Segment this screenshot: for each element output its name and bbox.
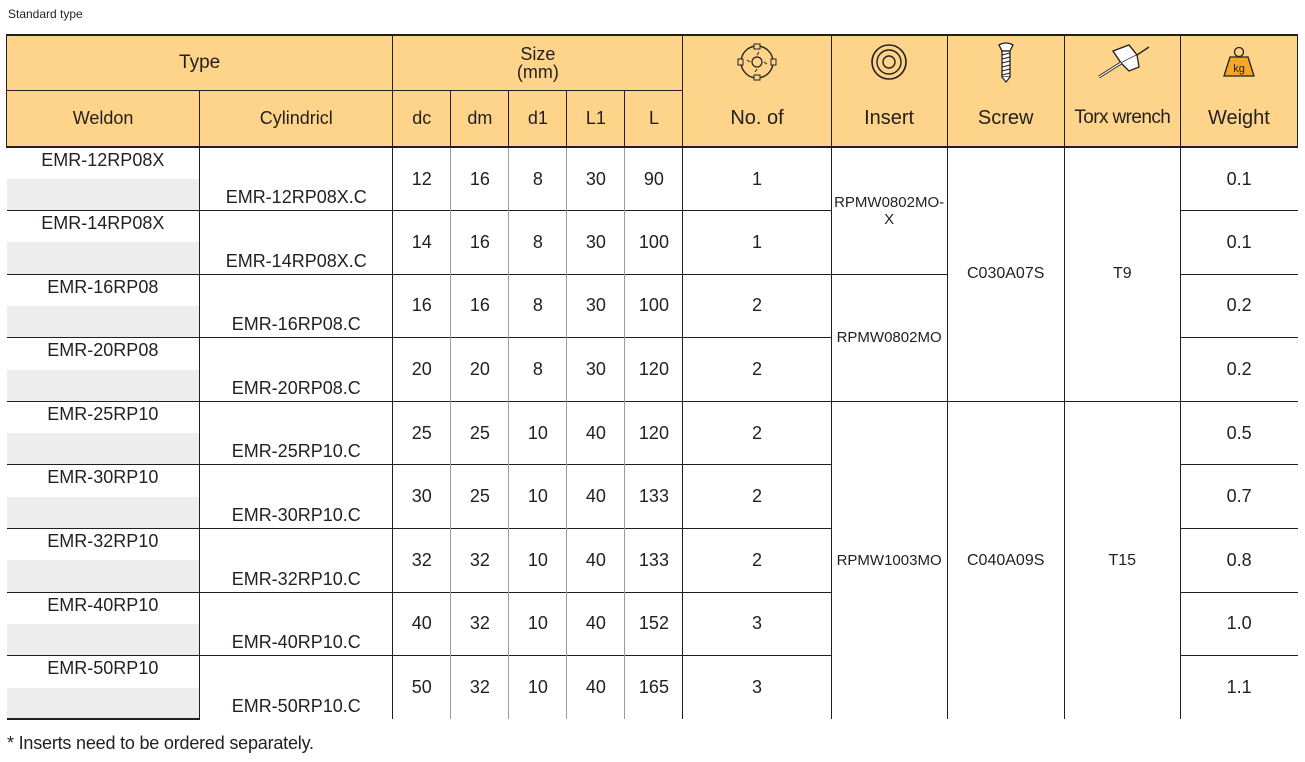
- dm-cell: 32: [451, 529, 509, 593]
- dm-cell: 16: [451, 147, 509, 211]
- torx-cell: T9: [1064, 147, 1180, 401]
- cylindric-code: EMR-50RP10.C: [231, 696, 361, 717]
- dm-cell: 32: [451, 592, 509, 656]
- d1-cell: 8: [509, 147, 567, 211]
- l1-cell: 40: [567, 592, 625, 656]
- table-caption: Standard type: [8, 7, 83, 21]
- cylindric-code: EMR-32RP10.C: [231, 568, 361, 589]
- no-of-cell: 3: [683, 656, 831, 720]
- no-of-cell: 1: [683, 211, 831, 275]
- l1-cell: 30: [567, 338, 625, 402]
- dc-cell: 12: [393, 147, 451, 211]
- dc-cell: 25: [393, 401, 451, 465]
- weldon-cell: EMR-30RP10: [7, 465, 200, 497]
- l1-cell: 40: [567, 656, 625, 720]
- cylindric-code: EMR-40RP10.C: [231, 632, 361, 653]
- d1-cell: 8: [509, 274, 567, 338]
- weight-cell: 1.0: [1180, 592, 1297, 656]
- weldon-cell-blank: [7, 497, 200, 529]
- table-row: [7, 401, 1298, 433]
- cylindric-code: EMR-14RP08X.C: [225, 250, 367, 271]
- d1-cell: 10: [509, 656, 567, 720]
- weldon-header: Weldon: [7, 90, 200, 147]
- d1-cell: 10: [509, 401, 567, 465]
- l-cell: 120: [625, 401, 683, 465]
- screw-icon: [994, 41, 1018, 86]
- dm-cell: 32: [451, 656, 509, 720]
- dm-cell: 16: [451, 211, 509, 275]
- dc-cell: 16: [393, 274, 451, 338]
- weight-cell: 0.7: [1180, 465, 1297, 529]
- no-of-cell: 2: [683, 465, 831, 529]
- no-of-cell: 2: [683, 338, 831, 402]
- l1-header: L1: [567, 90, 625, 147]
- no-of-cell: 1: [683, 147, 831, 211]
- insert-cell: RPMW0802MO: [831, 274, 947, 401]
- cylindric-cell: [200, 401, 393, 465]
- d1-cell: 8: [509, 211, 567, 275]
- weldon-cell: EMR-50RP10: [7, 656, 200, 688]
- cylindric-cell: [200, 529, 393, 593]
- insert-icon: [869, 42, 909, 85]
- insert-header: Insert: [831, 90, 947, 147]
- dc-cell: 20: [393, 338, 451, 402]
- insert-cell: RPMW1003MO: [831, 401, 947, 719]
- l-header: L: [625, 90, 683, 147]
- l1-cell: 40: [567, 529, 625, 593]
- l1-cell: 40: [567, 465, 625, 529]
- no-of-cell: 2: [683, 274, 831, 338]
- weldon-cell-blank: [7, 179, 200, 211]
- d1-cell: 10: [509, 592, 567, 656]
- d1-header: d1: [509, 90, 567, 147]
- cylindric-header: Cylindricl: [200, 90, 393, 147]
- cylindric-cell: [200, 211, 393, 275]
- no-of-header: No. of: [683, 90, 831, 147]
- footnote: * Inserts need to be ordered separately.: [7, 733, 314, 753]
- weldon-cell: EMR-32RP10: [7, 529, 200, 561]
- spec-table: [6, 34, 1298, 720]
- dm-cell: 25: [451, 401, 509, 465]
- l-cell: 100: [625, 211, 683, 275]
- no-of-icon-cell: [683, 35, 831, 90]
- weldon-cell-blank: [7, 306, 200, 338]
- cylindric-code: EMR-16RP08.C: [231, 314, 361, 335]
- torx-wrench-icon: [1091, 41, 1153, 86]
- weight-cell: 0.5: [1180, 401, 1297, 465]
- cylindric-cell: [200, 147, 393, 211]
- cylindric-code: EMR-30RP10.C: [231, 505, 361, 526]
- dc-cell: 32: [393, 529, 451, 593]
- dc-header: dc: [393, 90, 451, 147]
- l-cell: 152: [625, 592, 683, 656]
- l1-cell: 30: [567, 274, 625, 338]
- dm-cell: 25: [451, 465, 509, 529]
- d1-cell: 10: [509, 465, 567, 529]
- weight-icon-cell: [1180, 35, 1297, 90]
- insert-cell: RPMW0802MO-X: [831, 147, 947, 274]
- cylindric-cell: [200, 592, 393, 656]
- l1-cell: 30: [567, 211, 625, 275]
- weight-icon: [1221, 45, 1257, 82]
- torx-icon-cell: [1064, 35, 1180, 90]
- screw-cell: C030A07S: [947, 147, 1064, 401]
- d1-cell: 8: [509, 338, 567, 402]
- l1-cell: 40: [567, 401, 625, 465]
- weldon-cell: EMR-40RP10: [7, 592, 200, 624]
- l-cell: 133: [625, 465, 683, 529]
- cylindric-code: EMR-20RP08.C: [231, 377, 361, 398]
- weldon-cell-blank: [7, 688, 200, 720]
- cylindric-cell: [200, 338, 393, 402]
- weight-header: Weight: [1180, 90, 1297, 147]
- cutter-face-icon: [735, 43, 779, 84]
- dc-cell: 40: [393, 592, 451, 656]
- weldon-cell: EMR-20RP08: [7, 338, 200, 370]
- dc-cell: 30: [393, 465, 451, 529]
- weldon-cell-blank: [7, 433, 200, 465]
- dm-header: dm: [451, 90, 509, 147]
- no-of-cell: 2: [683, 401, 831, 465]
- weldon-cell-blank: [7, 560, 200, 592]
- cylindric-cell: [200, 274, 393, 338]
- weldon-cell-blank: [7, 242, 200, 274]
- cylindric-code: EMR-12RP08X.C: [225, 187, 367, 208]
- l-cell: 133: [625, 529, 683, 593]
- no-of-cell: 2: [683, 529, 831, 593]
- weight-cell: 0.2: [1180, 274, 1297, 338]
- weight-icon-label: kg: [1233, 62, 1245, 75]
- d1-cell: 10: [509, 529, 567, 593]
- dm-cell: 20: [451, 338, 509, 402]
- weight-cell: 0.8: [1180, 529, 1297, 593]
- l-cell: 165: [625, 656, 683, 720]
- no-of-cell: 3: [683, 592, 831, 656]
- weldon-cell: EMR-16RP08: [7, 274, 200, 306]
- weight-cell: 1.1: [1180, 656, 1297, 720]
- insert-icon-cell: [831, 35, 947, 90]
- weight-cell: 0.1: [1226, 168, 1252, 189]
- weldon-cell: EMR-14RP08X: [7, 211, 200, 243]
- dc-cell: 14: [393, 211, 451, 275]
- torx-cell: T15: [1064, 401, 1180, 719]
- screw-icon-cell: [947, 35, 1064, 90]
- l1-cell: 30: [567, 147, 625, 211]
- cylindric-cell: [200, 465, 393, 529]
- table-row: [7, 147, 1298, 179]
- weldon-cell-blank: [7, 370, 200, 402]
- l-cell: 90: [625, 147, 683, 211]
- type-header: Type: [7, 35, 393, 90]
- weldon-cell-blank: [7, 624, 200, 656]
- cylindric-code: EMR-25RP10.C: [231, 441, 361, 462]
- cylindric-cell: [200, 656, 393, 720]
- weldon-cell: EMR-25RP10: [7, 401, 200, 433]
- dm-cell: 16: [451, 274, 509, 338]
- size-header: [393, 35, 683, 90]
- torx-header: Torx wrench: [1064, 90, 1180, 147]
- size-unit: (mm): [516, 61, 559, 82]
- weldon-cell: EMR-12RP08X: [41, 150, 165, 170]
- weight-cell: 0.2: [1180, 338, 1297, 402]
- weight-cell: 0.1: [1180, 211, 1297, 275]
- screw-cell: C040A09S: [947, 401, 1064, 719]
- screw-header: Screw: [947, 90, 1064, 147]
- dc-cell: 50: [393, 656, 451, 720]
- size-label: Size: [520, 43, 556, 64]
- l-cell: 120: [625, 338, 683, 402]
- l-cell: 100: [625, 274, 683, 338]
